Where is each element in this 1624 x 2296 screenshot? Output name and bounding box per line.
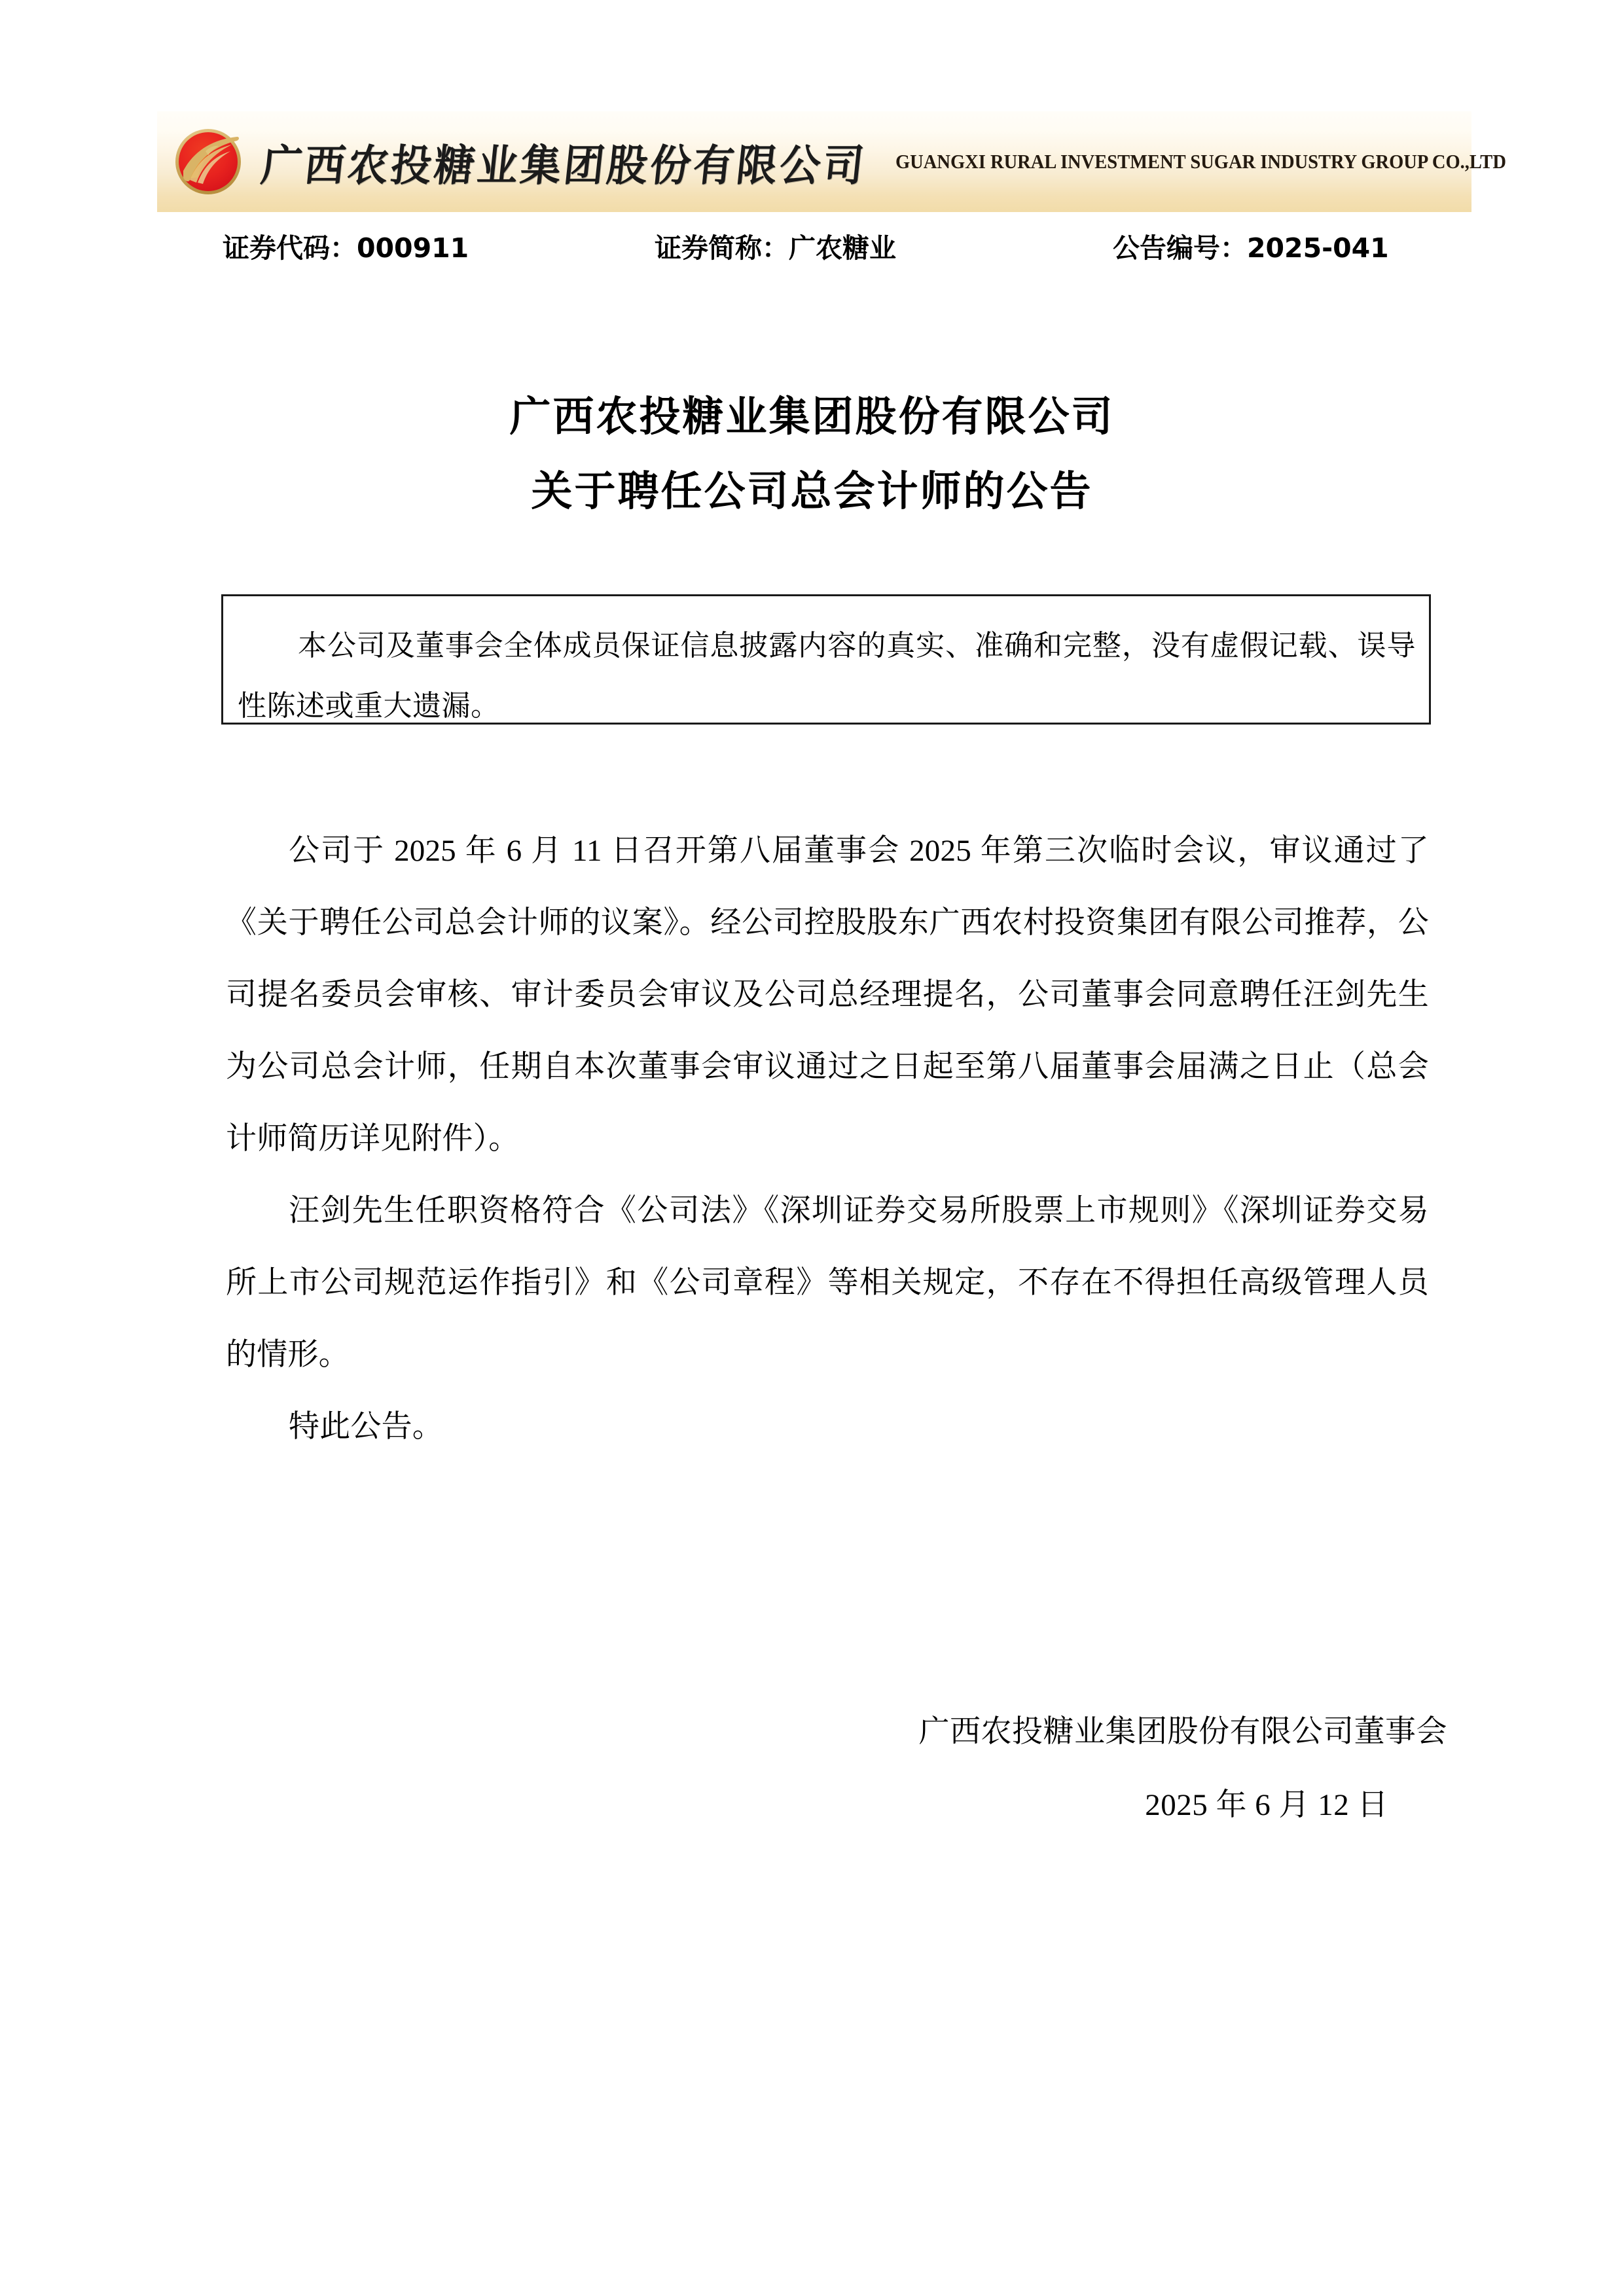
signature-block bbox=[0, 1695, 1624, 1842]
body-paragraph-2: 汪剑先生任职资格符合《公司法》《深圳证券交易所股票上市规则》《深圳证券交易所上市公司规范运作指引》和《公司章程》等相关规定，不存在不得担任高级管理人员的情形。 bbox=[226, 1194, 1429, 1372]
logo-svg bbox=[171, 125, 245, 198]
company-logo-icon bbox=[171, 125, 245, 198]
signature-date: 2025 年 6 月 12 日 bbox=[1145, 1788, 1388, 1822]
security-code: 证券代码：000911 bbox=[223, 232, 469, 264]
body-paragraph-3: 特此公告。 bbox=[289, 1410, 443, 1444]
disclaimer-text: 本公司及董事会全体成员保证信息披露内容的真实、准确和完整，没有虚假记载、误导性陈述或重大遗漏。 bbox=[238, 630, 1416, 722]
banner-company-name-cn: 广西农投糖业集团股份有限公司 bbox=[259, 139, 869, 190]
banner-content bbox=[157, 111, 1506, 212]
title-line-subject: 关于聘任公司总会计师的公告 bbox=[531, 467, 1093, 515]
announcement-body bbox=[226, 815, 1429, 1463]
security-short-name: 证券简称：广农糖业 bbox=[655, 232, 896, 264]
page-title bbox=[0, 380, 1624, 529]
announcement-number: 公告编号：2025-041 bbox=[1113, 232, 1389, 264]
company-header-banner bbox=[157, 111, 1506, 212]
banner-company-name-en: GUANGXI RURAL INVESTMENT SUGAR INDUSTRY GROUP CO.,LTD bbox=[895, 150, 1506, 173]
body-paragraph-1: 公司于 2025 年 6 月 11 日召开第八届董事会 2025 年第三次临时会议，审议通过了《关于聘任公司总会计师的议案》。经公司控股股东广西农村投资集团有限公司推荐，公司提名委员会审核、审计委员会审议及公司总经理提名，公司董事会同意聘任汪剑先生为公司总会计师，任期自本次董事会审议通过之日起至第八届董事会届满之日止（总会计师简历详见附件）。 bbox=[226, 834, 1429, 1156]
security-info-line bbox=[223, 226, 1427, 265]
title-line-company: 广西农投糖业集团股份有限公司 bbox=[509, 393, 1115, 440]
disclaimer-box bbox=[221, 594, 1431, 725]
signature-issuer: 广西农投糖业集团股份有限公司董事会 bbox=[918, 1715, 1447, 1749]
